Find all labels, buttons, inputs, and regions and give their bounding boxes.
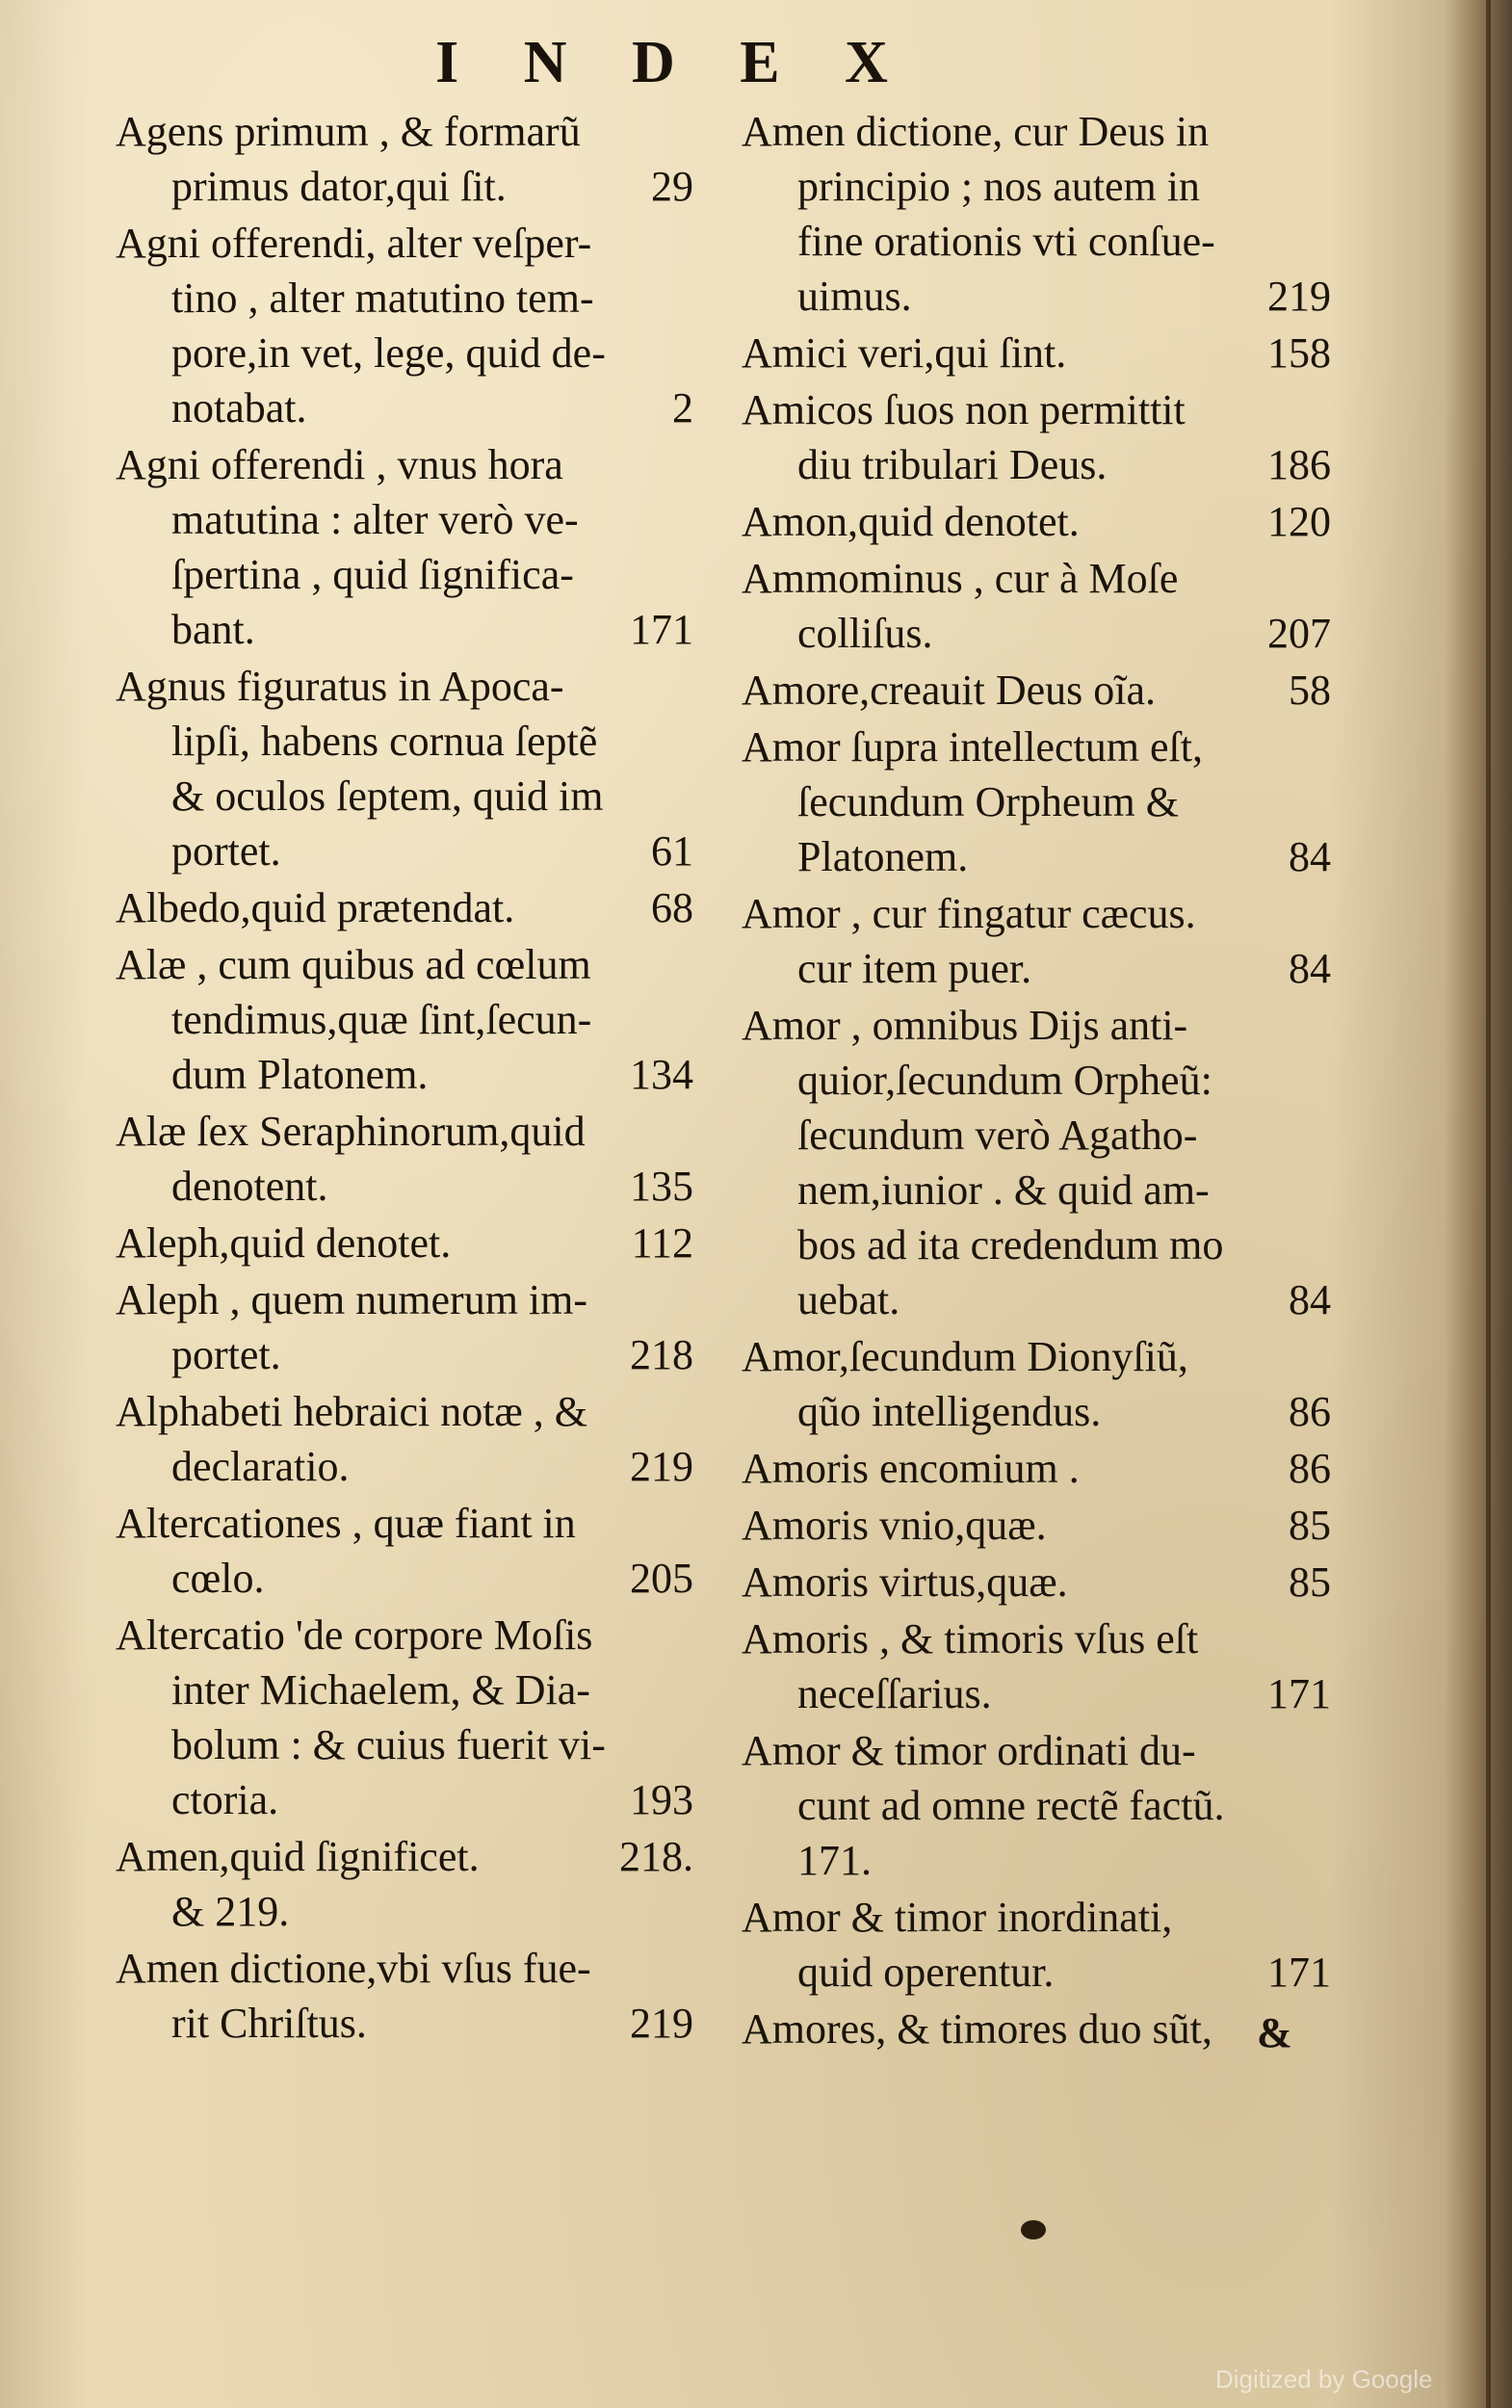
entry-continuation-line: [116, 547, 693, 602]
entry-text: bolum : & cuius fuerit vi-: [171, 1721, 606, 1768]
entry-text: bos ad ita credendum mo: [797, 1221, 1224, 1269]
index-entry: [742, 1441, 1331, 1496]
entry-text: Amon,quid denotet.: [742, 498, 1080, 545]
entry-headword-line: [116, 216, 693, 271]
entry-headword-line: [116, 1272, 693, 1327]
entry-text: declaratio.: [171, 1443, 350, 1490]
entry-continuation-line: [116, 159, 693, 214]
entry-text: Amor , omnibus Dijs anti-: [742, 1002, 1188, 1049]
index-entry: [742, 663, 1331, 718]
entry-continuation-line: [116, 1996, 693, 2051]
entry-text: pore,in vet, lege, quid de-: [171, 329, 606, 377]
entry-text: dum Platonem.: [171, 1051, 429, 1098]
entry-continuation-line: [116, 602, 693, 657]
index-entry: [742, 720, 1331, 884]
entry-continuation-line: [742, 774, 1331, 829]
entry-continuation-line: [742, 1384, 1331, 1439]
entry-text: diu tribulari Deus.: [797, 441, 1108, 488]
entry-text: Amoris virtus,quæ.: [742, 1558, 1068, 1606]
entry-text: cur item puer.: [797, 945, 1032, 992]
entry-page-number: 218.: [619, 1833, 693, 1880]
entry-continuation-line: [116, 1551, 693, 1606]
entry-continuation-line: [116, 1772, 693, 1827]
entry-text: Ammominus , cur à Moſe: [742, 555, 1179, 602]
entry-text: Agens primum , & formarũ: [116, 108, 581, 155]
entry-text: qũo intelligendus.: [797, 1388, 1102, 1435]
entry-text: 171.: [797, 1837, 872, 1884]
entry-continuation-line: [742, 269, 1331, 324]
index-column-right: [742, 104, 1331, 2058]
entry-continuation-line: [116, 326, 693, 380]
entry-text: & 219.: [171, 1888, 290, 1935]
entry-page-number: 84: [1289, 1276, 1331, 1323]
entry-text: Amore,creauit Deus oĩa.: [742, 667, 1157, 714]
entry-continuation-line: [742, 1217, 1331, 1272]
entry-text: Amen,quid ſignificet.: [116, 1833, 480, 1880]
index-entry: [742, 1723, 1331, 1888]
entry-text: Alæ ſex Seraphinorum,quid: [116, 1108, 586, 1155]
entry-page-number: 207: [1267, 610, 1331, 657]
entry-headword-line: [116, 1216, 693, 1270]
entry-headword-line: [116, 1608, 693, 1662]
entry-page-number: 158: [1267, 329, 1331, 377]
entry-page-number: 171: [1267, 1949, 1331, 1996]
index-entry: [742, 494, 1331, 549]
entry-headword-line: [742, 1555, 1331, 1610]
entry-page-number: 86: [1289, 1388, 1331, 1435]
entry-continuation-line: [742, 1778, 1331, 1833]
index-entry: [116, 937, 693, 1102]
entry-text: ſecundum Orpheum &: [797, 778, 1179, 825]
entry-text: Amicos ſuos non permittit: [742, 386, 1186, 433]
entry-text: matutina : alter verò ve-: [171, 496, 579, 543]
index-entry: [742, 1890, 1331, 2000]
index-entry: [116, 216, 693, 435]
entry-continuation-line: [116, 1717, 693, 1772]
entry-headword-line: [742, 1441, 1331, 1496]
entry-text: quior,ſecundum Orpheũ:: [797, 1057, 1212, 1104]
entry-text: Amor & timor inordinati,: [742, 1894, 1173, 1941]
index-entry: [116, 104, 693, 214]
printer-ornament: [1021, 2220, 1046, 2239]
entry-continuation-line: [116, 1327, 693, 1382]
entry-text: notabat.: [171, 384, 307, 432]
entry-headword-line: [742, 326, 1331, 380]
page-edge-shadow: [1445, 0, 1512, 2408]
entry-headword-line: [742, 104, 1331, 159]
index-entry: [116, 1829, 693, 1939]
entry-continuation-line: [116, 271, 693, 326]
entry-text: Amores, & timores duo sũt,: [742, 2005, 1212, 2053]
entry-continuation-line: [116, 380, 693, 435]
index-entry: [742, 1611, 1331, 1721]
catchword: &: [1257, 2009, 1292, 2056]
entry-page-number: 68: [651, 884, 693, 931]
entry-headword-line: [742, 2002, 1331, 2056]
entry-text: fine orationis vti conſue-: [797, 218, 1215, 265]
entry-text: ſpertina , quid ſignifica-: [171, 551, 574, 598]
entry-page-number: 219: [630, 1443, 693, 1490]
entry-text: Altercationes , quæ fiant in: [116, 1500, 576, 1547]
entry-text: Altercatio 'de corpore Moſis: [116, 1611, 593, 1659]
entry-text: Amor,ſecundum Dionyſiũ,: [742, 1333, 1188, 1380]
index-entry: [742, 382, 1331, 492]
entry-page-number: 134: [630, 1051, 693, 1098]
entry-page-number: 135: [630, 1163, 693, 1210]
entry-text: & oculos ſeptem, quid im: [171, 772, 604, 820]
entry-page-number: 193: [630, 1776, 693, 1823]
entry-continuation-line: [116, 1439, 693, 1494]
entry-headword-line: [116, 1941, 693, 1996]
entry-page-number: 112: [631, 1219, 693, 1267]
entry-headword-line: [742, 998, 1331, 1053]
entry-text: Amor ſupra intellectum eſt,: [742, 723, 1203, 771]
index-entry: [742, 551, 1331, 661]
entry-text: Amoris encomium .: [742, 1445, 1080, 1492]
entry-page-number: 85: [1289, 1502, 1331, 1549]
entry-text: inter Michaelem, & Dia-: [171, 1666, 590, 1714]
entry-continuation-line: [116, 1884, 693, 1939]
binding-edge: [1486, 0, 1491, 2408]
entry-page-number: 120: [1267, 498, 1331, 545]
entry-page-number: 171: [630, 606, 693, 653]
entry-continuation-line: [116, 992, 693, 1047]
entry-continuation-line: [742, 941, 1331, 996]
entry-continuation-line: [116, 1047, 693, 1102]
entry-page-number: 85: [1289, 1558, 1331, 1606]
entry-text: Aleph , quem numerum im-: [116, 1276, 588, 1323]
index-entry: [116, 880, 693, 935]
entry-continuation-line: [116, 492, 693, 547]
entry-text: tendimus,quæ ſint,ſecun-: [171, 996, 592, 1043]
entry-page-number: 84: [1289, 833, 1331, 880]
entry-headword-line: [742, 382, 1331, 437]
entry-continuation-line: [116, 824, 693, 878]
entry-text: Albedo,quid prætendat.: [116, 884, 515, 931]
entry-text: Platonem.: [797, 833, 969, 880]
index-entry: [742, 2002, 1331, 2056]
entry-continuation-line: [742, 1272, 1331, 1327]
index-entry: [116, 1104, 693, 1214]
entry-text: portet.: [171, 1331, 281, 1378]
entry-headword-line: [742, 1329, 1331, 1384]
index-entry: [116, 1216, 693, 1270]
entry-headword-line: [116, 1384, 693, 1439]
entry-text: Amor & timor ordinati du-: [742, 1727, 1196, 1774]
entry-text: colliſus.: [797, 610, 933, 657]
index-entry: [742, 326, 1331, 380]
entry-text: Alæ , cum quibus ad cœlum: [116, 941, 591, 988]
entry-text: ſecundum verò Agatho-: [797, 1112, 1198, 1159]
entry-page-number: 84: [1289, 945, 1331, 992]
entry-continuation-line: [742, 214, 1331, 269]
entry-text: uebat.: [797, 1276, 900, 1323]
entry-text: Amoris , & timoris vſus eſt: [742, 1615, 1199, 1662]
entry-headword-line: [116, 937, 693, 992]
index-entry: [116, 1608, 693, 1827]
entry-headword-line: [742, 720, 1331, 774]
index-entry: [116, 437, 693, 657]
entry-headword-line: [116, 1496, 693, 1551]
entry-headword-line: [742, 663, 1331, 718]
entry-page-number: 58: [1289, 667, 1331, 714]
index-entry: [742, 104, 1331, 324]
entry-text: Amen dictione,vbi vſus fue-: [116, 1945, 591, 1992]
entry-continuation-line: [742, 1108, 1331, 1163]
index-entry: [742, 1498, 1331, 1553]
entry-text: Amici veri,qui ſint.: [742, 329, 1067, 377]
index-column-left: [116, 104, 693, 2053]
entry-text: tino , alter matutino tem-: [171, 275, 594, 322]
entry-headword-line: [742, 1890, 1331, 1945]
entry-text: primus dator,qui ſit.: [171, 163, 507, 210]
entry-text: Amoris vnio,quæ.: [742, 1502, 1047, 1549]
entry-text: Agni offerendi, alter veſper-: [116, 220, 592, 267]
entry-text: cunt ad omne rectẽ factũ.: [797, 1782, 1225, 1829]
entry-page-number: 205: [630, 1555, 693, 1602]
entry-headword-line: [116, 880, 693, 935]
entry-headword-line: [116, 104, 693, 159]
entry-headword-line: [116, 1829, 693, 1884]
entry-text: lipſi, habens cornua ſeptẽ: [171, 718, 598, 765]
entry-text: ctoria.: [171, 1776, 279, 1823]
entry-text: Agni offerendi , vnus hora: [116, 441, 563, 488]
entry-continuation-line: [116, 769, 693, 824]
entry-continuation-line: [116, 714, 693, 769]
entry-headword-line: [116, 437, 693, 492]
index-entry: [742, 1555, 1331, 1610]
index-entry: [116, 1941, 693, 2051]
entry-continuation-line: [742, 437, 1331, 492]
entry-headword-line: [116, 1104, 693, 1159]
entry-headword-line: [742, 1498, 1331, 1553]
entry-headword-line: [742, 1723, 1331, 1778]
entry-text: neceſſarius.: [797, 1670, 992, 1717]
entry-continuation-line: [742, 159, 1331, 214]
entry-page-number: 218: [630, 1331, 693, 1378]
entry-page-number: 219: [630, 2000, 693, 2047]
entry-headword-line: [742, 1611, 1331, 1666]
entry-page-number: 171: [1267, 1670, 1331, 1717]
entry-text: bant.: [171, 606, 255, 653]
entry-headword-line: [742, 494, 1331, 549]
entry-text: portet.: [171, 827, 281, 875]
entry-continuation-line: [742, 1833, 1331, 1888]
digitization-watermark: Digitized by Google: [1215, 2365, 1433, 2394]
entry-page-number: 61: [651, 827, 693, 875]
entry-page-number: 29: [651, 163, 693, 210]
entry-continuation-line: [742, 829, 1331, 884]
entry-headword-line: [742, 886, 1331, 941]
entry-text: Aleph,quid denotet.: [116, 1219, 452, 1267]
entry-continuation-line: [742, 1053, 1331, 1108]
entry-headword-line: [742, 551, 1331, 606]
index-entry: [116, 1496, 693, 1606]
index-entry: [742, 1329, 1331, 1439]
entry-text: Amor , cur fingatur cæcus.: [742, 890, 1196, 937]
index-entry: [116, 1272, 693, 1382]
entry-text: Agnus figuratus in Apoca-: [116, 663, 564, 710]
index-entry: [116, 1384, 693, 1494]
entry-text: denotent.: [171, 1163, 328, 1210]
entry-text: uimus.: [797, 273, 912, 320]
running-header: I N D E X: [435, 30, 913, 95]
entry-page-number: 2: [672, 384, 693, 432]
entry-text: cœlo.: [171, 1555, 265, 1602]
entry-page-number: 186: [1267, 441, 1331, 488]
entry-text: Amen dictione, cur Deus in: [742, 108, 1210, 155]
entry-page-number: 86: [1289, 1445, 1331, 1492]
entry-text: principio ; nos autem in: [797, 163, 1200, 210]
entry-page-number: 219: [1267, 273, 1331, 320]
entry-continuation-line: [742, 606, 1331, 661]
entry-text: Alphabeti hebraici notæ , &: [116, 1388, 587, 1435]
index-entry: [116, 659, 693, 878]
entry-text: rit Chriſtus.: [171, 2000, 367, 2047]
index-entry: [742, 998, 1331, 1327]
index-entry: [742, 886, 1331, 996]
entry-headword-line: [116, 659, 693, 714]
entry-continuation-line: [742, 1163, 1331, 1217]
entry-continuation-line: [742, 1666, 1331, 1721]
entry-text: nem,iunior . & quid am-: [797, 1166, 1210, 1214]
entry-continuation-line: [116, 1159, 693, 1214]
entry-continuation-line: [742, 1945, 1331, 2000]
entry-continuation-line: [116, 1662, 693, 1717]
entry-text: quid operentur.: [797, 1949, 1055, 1996]
